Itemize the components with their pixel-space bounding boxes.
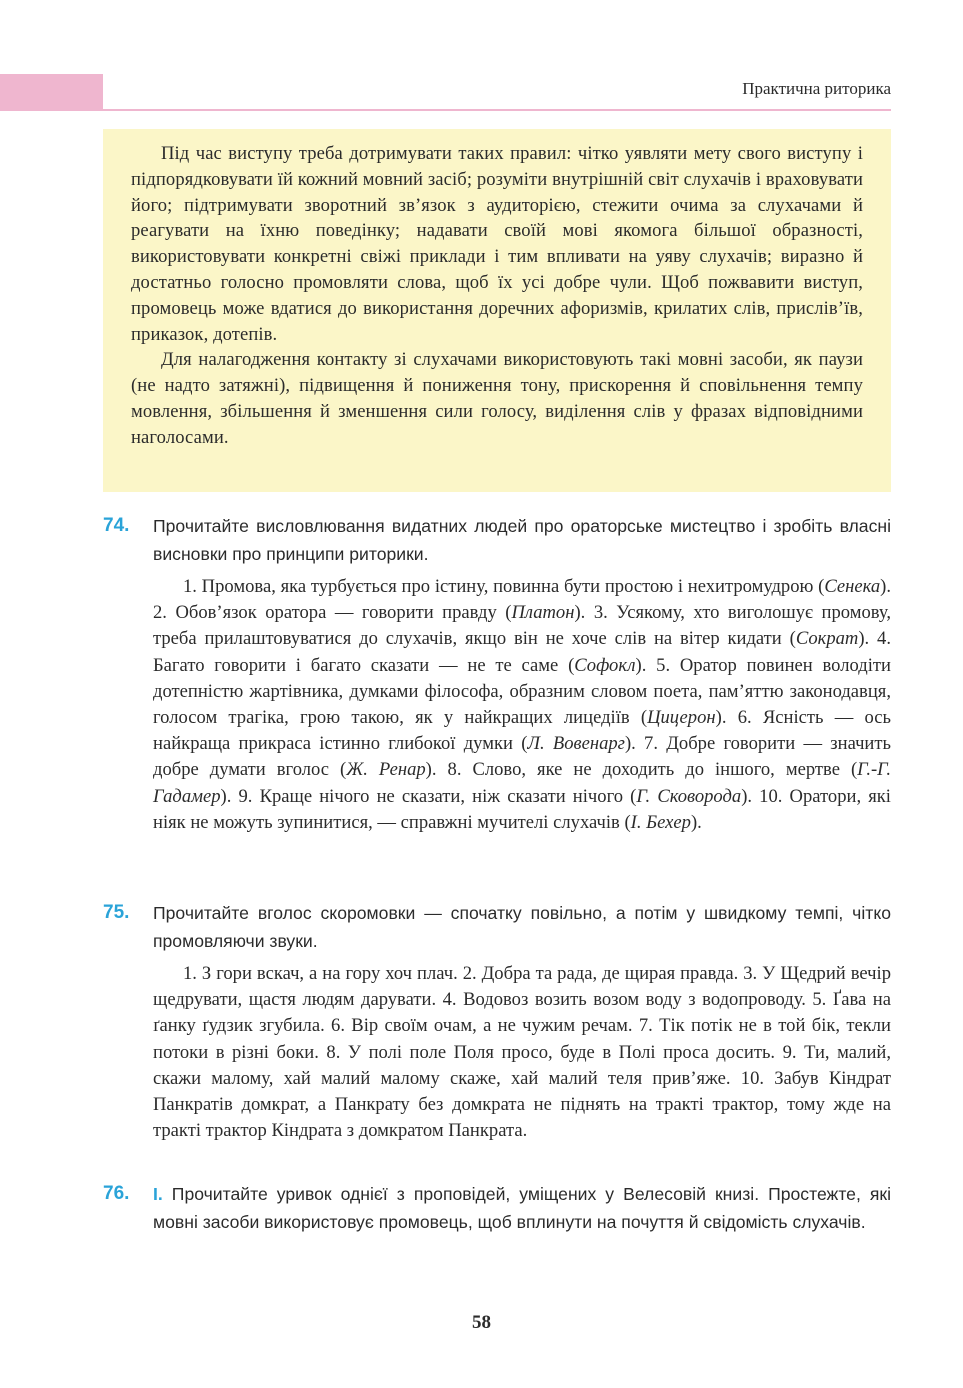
rule-box: [103, 129, 891, 492]
quote-text: 1. Промова, яка турбується про істину, повинна бути простою і нехитромудрою (: [183, 576, 825, 597]
exercise-task: Прочитайте висловлювання видатних людей про ораторське мистецтво і зробіть власні висновки про принципи риторики.: [153, 516, 891, 564]
page-number: 58: [472, 1312, 491, 1333]
rule-paragraph-1: Під час виступу треба дотримувати таких правил: чітко уявляти мету свого виступу і підпорядковувати їй кожний мовний засіб; розуміти внутрішній світ слухачів і враховувати його; підтримувати зворотний зв’язок з аудиторією, стежити очима за слухачами й реагувати на їхню поведінку; надавати своїй мові якомога більшої образності, використовувати конкретні свіжі приклади і тим впливати на уяву слухачів; виразно й достатньо голосно промовляти слова, щоб їх усі добре чули. Щоб пожвавити виступ, промовець може вдатися до використання доречних афоризмів, крилатих слів, прислів’їв, приказок, дотепів.: [131, 143, 863, 345]
quote-close: ).: [741, 785, 760, 807]
exercise-number: 75.: [103, 902, 130, 923]
quote-close: ).: [715, 707, 738, 729]
quote-author: І. Бехер: [630, 811, 691, 833]
exercise-task: [153, 1180, 891, 1236]
header-divider: [103, 109, 891, 111]
quote-item: [183, 576, 891, 597]
task-text: Прочитайте уривок однієї з проповідей, уміщених у Велесовій книзі. Простежте, які мовні засоби використовує промовець, щоб вплинути на почуття й свідомість слухачів.: [153, 1184, 892, 1232]
quote-close: ).: [880, 576, 891, 597]
quotes-list: [153, 574, 891, 836]
exercise-number: 76.: [103, 1183, 130, 1204]
quote-text: 8. Слово, яке не доходить до іншого, мертве (: [447, 759, 858, 781]
quote-text: 2. Обов’язок оратора — говорити правду (: [153, 602, 512, 624]
quote-author: Цицерон: [647, 707, 716, 729]
exercise-number: 74.: [103, 515, 130, 536]
quote-author: Сократ: [795, 628, 859, 650]
quote-text: 6. Ясність — ось найкраща прикраса істинно глибокої думки (: [153, 707, 891, 755]
quote-item: [239, 786, 760, 807]
task-marker: І.: [153, 1184, 163, 1204]
quote-author: Софокл: [574, 654, 636, 676]
quote-close: ).: [220, 785, 239, 807]
quote-close: ).: [425, 759, 448, 781]
quote-text: 9. Краще нічого не сказати, ніж сказати нічого (: [238, 785, 637, 807]
exercise-76: [103, 1180, 891, 1236]
exercise-74: [103, 512, 891, 836]
rule-paragraph-2: Для налагодження контакту зі слухачами використовують такі мовні засоби, як паузи (не надто затяжні), підвищення й пониження тону, прискорення й сповільнення темпу мовлення, збільшення й зменшення сили голосу, виділення слів у фразах відповідними наголосами.: [131, 349, 863, 448]
running-header: Практична риторика: [742, 79, 891, 98]
quote-close: ).: [858, 628, 878, 650]
quote-author: Сенека: [824, 576, 881, 597]
quote-author: Г.-Г. Гадамер: [153, 759, 891, 807]
quote-close: ).: [624, 733, 645, 755]
quote-text: 7. Добре говорити — значить добре думати вголос (: [153, 733, 891, 781]
quote-text: 5. Оратор повинен володіти дотепністю жартівника, думками філософа, образним словом поета, пам’яттю законодавця, голосом трагіка, грою такою, як у найкращих лицедіїв (: [153, 654, 891, 729]
tongue-twisters: 1. З гори вскач, а на гору хоч плач. 2. Добра та рада, де щирая правда. 3. У Щедрий вечір щедрувати, щастя людям дарувати. 4. Водовоз возить возом воду з водопроводу. 5. Ґава на ґанку ґудзик згубила. 6. Вір своїм очам, а не чужим речам. 7. Тік потік не в той бік, текли потоки в різні боки. 8. У полі поле Поля просо, буде в Полі проса досить. 9. Ти, малий, скажи малому, хай малий малому скаже, хай малий теля прив’яже. 10. Забув Кіндрат Панкратів домкрат, а Панкрату без домкрата не піднять на тракті трактор, тому жде на тракті трактор Кіндрата з домкратом Панкрата.: [153, 963, 891, 1142]
quote-author: Платон: [511, 602, 575, 624]
quote-text: 3. Усякому, хто виголошує промову, треба прилаштовуватися до слухачів, якщо він не хоче слів на вітер кидати (: [153, 602, 892, 650]
quote-close: ).: [635, 654, 657, 676]
quote-author: Ж. Ренар: [346, 759, 426, 781]
quote-close: ).: [690, 811, 702, 833]
exercise-75: [103, 899, 891, 1144]
quote-author: Л. Вовенарг: [527, 733, 625, 755]
exercise-task: Прочитайте вголос скоромовки — спочатку повільно, а потім у швидкому темпі, чітко промовляючи звуки.: [153, 903, 891, 951]
quote-text: 10. Оратори, які ніяк не можуть зупинитися, — справжні мучителі слухачів (: [153, 785, 891, 833]
chapter-tab: [0, 74, 103, 111]
quote-text: 4. Багато говорити і багато сказати — не те саме (: [153, 628, 891, 676]
quote-close: ).: [574, 602, 594, 624]
quote-author: Г. Сковорода: [636, 785, 742, 807]
quote-item: [153, 602, 594, 623]
